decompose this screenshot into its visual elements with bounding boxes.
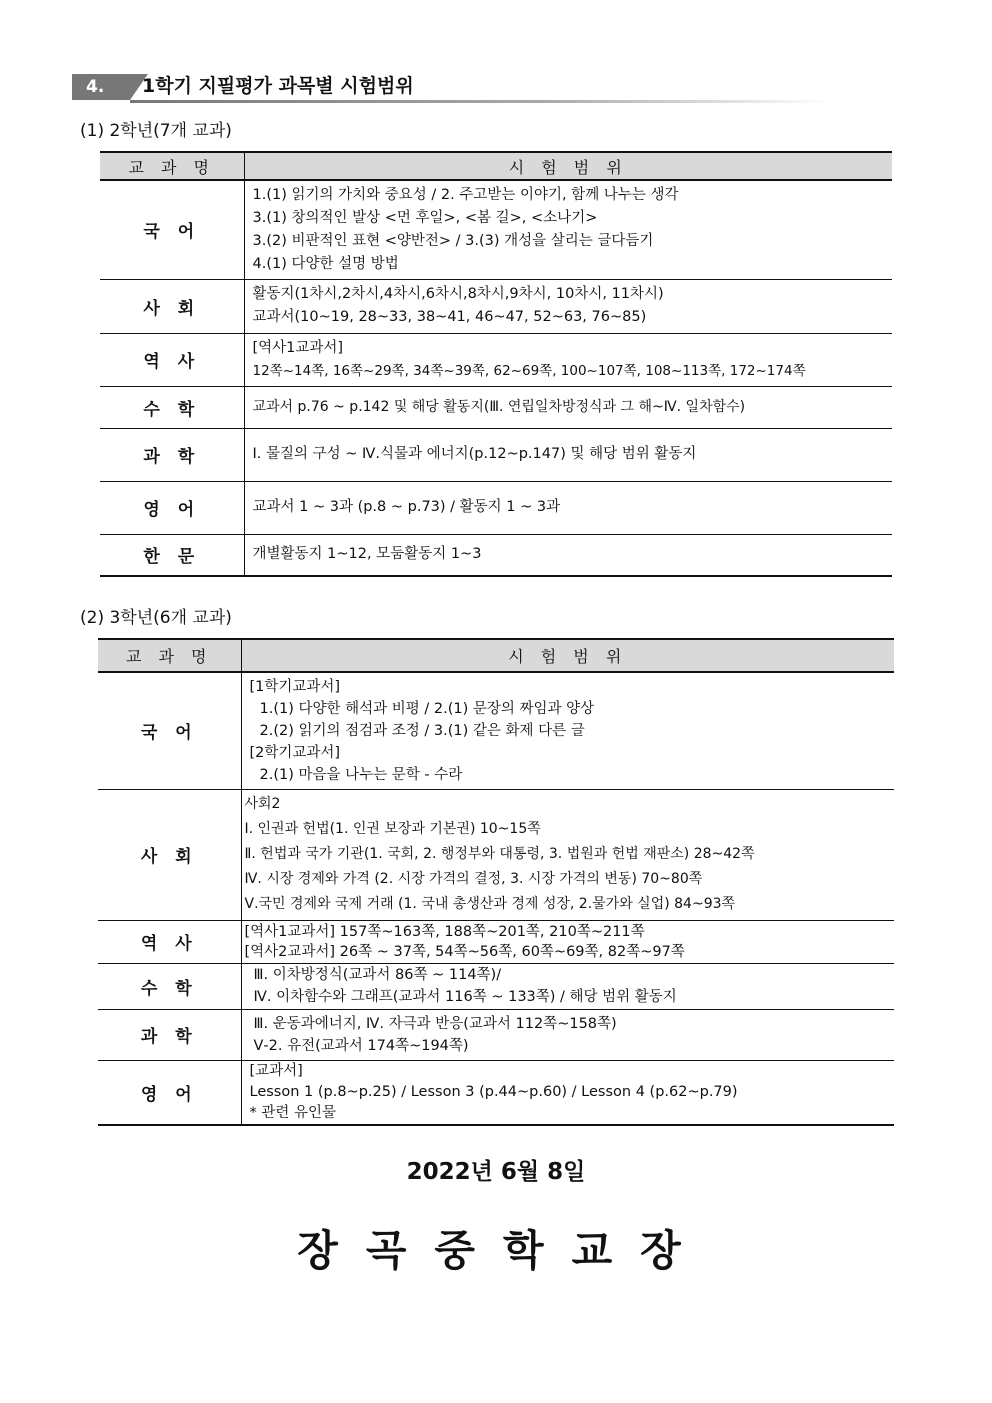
subject-cell: 역 사 — [98, 920, 241, 963]
principal-signature: 장곡중학교장 — [297, 1226, 709, 1275]
range-cell — [244, 180, 892, 279]
grade3-row-korean — [98, 672, 894, 789]
range-cell — [241, 920, 894, 963]
grade3-header-subject: 교 과 명 — [98, 639, 241, 672]
range-line: Ⅱ. 헌법과 국가 기관(1. 국회, 2. 행정부와 대통령, 3. 법원과 헌법 재판소) 28~42쪽 — [244, 846, 755, 862]
section-underline — [130, 100, 830, 103]
grade2-header-range: 시 험 범 위 — [244, 152, 892, 180]
range-line: [역사2교과서] 26쪽 ~ 37쪽, 54쪽~56쪽, 60쪽~69쪽, 82쪽~97쪽 — [244, 943, 685, 960]
subject-cell: 과 학 — [100, 428, 244, 481]
subject-cell: 역 사 — [100, 333, 244, 386]
range-line: 1.(1) 읽기의 가치와 중요성 / 2. 주고받는 이야기, 함께 나누는 생각 — [252, 186, 679, 203]
grade2-table — [100, 151, 892, 577]
range-line: * 관련 유인물 — [249, 1104, 337, 1121]
range-cell — [241, 963, 894, 1009]
grade3-header-range: 시 험 범 위 — [241, 639, 894, 672]
grade2-row-math — [100, 386, 892, 428]
range-line: [역사1교과서] — [252, 339, 344, 356]
subject-cell: 영 어 — [100, 481, 244, 534]
range-cell — [241, 789, 894, 920]
section-number: 4. — [72, 74, 130, 100]
range-cell — [244, 481, 892, 534]
grade2-row-science — [100, 428, 892, 481]
range-line: Ⅰ. 물질의 구성 ~ Ⅳ.식물과 에너지(p.12~p.147) 및 해당 범위 활동지 — [252, 446, 697, 462]
range-line: Ⅲ. 운동과에너지, Ⅳ. 자극과 반응(교과서 112쪽~158쪽) — [253, 1015, 617, 1032]
range-cell — [244, 386, 892, 428]
range-cell — [244, 279, 892, 333]
range-line: 2.(1) 마음을 나누는 문학 - 수라 — [259, 766, 463, 783]
range-line: 교과서 p.76 ~ p.142 및 해당 활동지(Ⅲ. 연립일차방정식과 그 해~Ⅳ. 일차함수) — [252, 398, 746, 415]
grade3-row-math — [98, 963, 894, 1009]
grade3-row-history — [98, 920, 894, 963]
grade2-row-english — [100, 481, 892, 534]
subject-cell: 사 회 — [98, 789, 241, 920]
subject-cell: 국 어 — [100, 180, 244, 279]
issue-date: 2022년 6월 8일 — [406, 1159, 586, 1185]
grade2-header-subject: 교 과 명 — [100, 152, 244, 180]
grade2-row-korean — [100, 180, 892, 279]
range-cell — [241, 1060, 894, 1125]
range-line: Ⅲ. 이차방정식(교과서 86쪽 ~ 114쪽)/ — [253, 967, 502, 983]
range-cell — [244, 534, 892, 576]
subject-cell: 과 학 — [98, 1009, 241, 1060]
range-line: Ⅳ. 이차함수와 그래프(교과서 116쪽 ~ 133쪽) / 해당 범위 활동지 — [253, 989, 677, 1005]
range-line: 3.(1) 창의적인 발상 <먼 후일>, <봄 길>, <소나기> — [252, 209, 598, 226]
subject-cell: 국 어 — [98, 672, 241, 789]
range-cell — [241, 672, 894, 789]
section-header — [72, 72, 832, 102]
subject-cell: 한 문 — [100, 534, 244, 576]
grade2-row-hanmun — [100, 534, 892, 576]
range-line: 2.(2) 읽기의 점검과 조정 / 3.(1) 같은 화제 다른 글 — [259, 722, 585, 739]
range-line: [2학기교과서] — [249, 744, 341, 761]
subject-cell: 사 회 — [100, 279, 244, 333]
grade2-header-row — [100, 152, 892, 180]
range-line: 1.(1) 다양한 해석과 비평 / 2.(1) 문장의 짜임과 양상 — [259, 700, 595, 717]
range-line: [역사1교과서] 157쪽~163쪽, 188쪽~201쪽, 210쪽~211쪽 — [244, 923, 645, 940]
range-line: 사회2 — [244, 796, 281, 812]
range-line: 3.(2) 비판적인 표현 <양반전> / 3.(3) 개성을 살리는 글다듬기 — [252, 232, 654, 249]
grade2-row-history — [100, 333, 892, 386]
grade2-row-social — [100, 279, 892, 333]
range-line: 교과서(10~19, 28~33, 38~41, 46~47, 52~63, 76~85) — [252, 309, 647, 325]
subject-cell: 수 학 — [100, 386, 244, 428]
range-line: Ⅴ.국민 경제와 국제 거래 (1. 국내 총생산과 경제 성장, 2.물가와 실업) 84~93쪽 — [244, 896, 736, 912]
range-line: 12쪽~14쪽, 16쪽~29쪽, 34쪽~39쪽, 62~69쪽, 100~107쪽, 108~113쪽, 172~174쪽 — [252, 362, 806, 379]
grade2-title: (1) 2학년(7개 교과) — [80, 121, 232, 141]
range-line: [1학기교과서] — [249, 678, 341, 695]
subject-cell: 수 학 — [98, 963, 241, 1009]
section-title: 1학기 지필평가 과목별 시험범위 — [142, 75, 414, 97]
grade3-row-english — [98, 1060, 894, 1125]
range-cell — [241, 1009, 894, 1060]
range-cell — [244, 333, 892, 386]
range-line: Lesson 1 (p.8~p.25) / Lesson 3 (p.44~p.60) / Lesson 4 (p.62~p.79) — [249, 1083, 738, 1100]
range-line: [교과서] — [249, 1062, 303, 1079]
grade3-header-row — [98, 639, 894, 672]
grade3-table — [98, 638, 894, 1126]
grade3-title: (2) 3학년(6개 교과) — [80, 608, 232, 628]
grade3-row-social — [98, 789, 894, 920]
range-line: 활동지(1차시,2차시,4차시,6차시,8차시,9차시, 10차시, 11차시) — [252, 286, 664, 302]
range-line: Ⅳ. 시장 경제와 가격 (2. 시장 가격의 결정, 3. 시장 가격의 변동) 70~80쪽 — [244, 871, 703, 887]
range-line: 개별활동지 1~12, 모둠활동지 1~3 — [252, 546, 482, 563]
range-line: 4.(1) 다양한 설명 방법 — [252, 255, 399, 272]
grade3-row-science — [98, 1009, 894, 1060]
range-line: 교과서 1 ~ 3과 (p.8 ~ p.73) / 활동지 1 ~ 3과 — [252, 499, 561, 515]
subject-cell: 영 어 — [98, 1060, 241, 1125]
range-line: Ⅰ. 인권과 헌법(1. 인권 보장과 기본권) 10~15쪽 — [244, 821, 541, 837]
range-line: Ⅴ-2. 유전(교과서 174쪽~194쪽) — [253, 1037, 469, 1054]
range-cell — [244, 428, 892, 481]
